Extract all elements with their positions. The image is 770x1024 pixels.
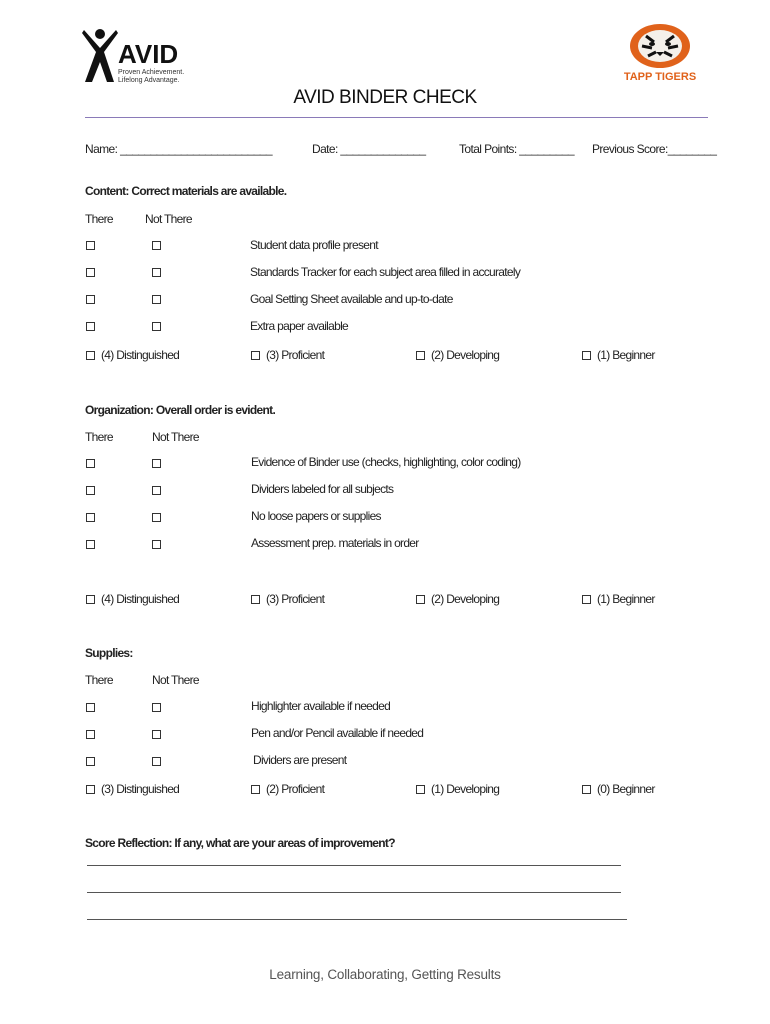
checklist-item: Student data profile present: [250, 238, 378, 252]
rating-checkbox[interactable]: [416, 351, 425, 360]
supplies-heading: Supplies:: [85, 646, 133, 660]
rating-checkbox[interactable]: [582, 595, 591, 604]
avid-logo: [80, 26, 190, 90]
col-there: There: [85, 673, 113, 687]
avid-wordmark: AVID: [118, 39, 179, 69]
checklist-item: Goal Setting Sheet available and up-to-date: [250, 292, 453, 306]
checklist-item: Assessment prep. materials in order: [251, 536, 419, 550]
not-there-checkbox[interactable]: [152, 268, 161, 277]
checklist-item: Evidence of Binder use (checks, highlighting, color coding): [251, 455, 521, 469]
not-there-checkbox[interactable]: [152, 703, 161, 712]
there-checkbox[interactable]: [86, 703, 95, 712]
rating-label: (2) Proficient: [266, 782, 325, 796]
not-there-checkbox[interactable]: [152, 322, 161, 331]
rating-label: (2) Developing: [431, 348, 500, 362]
total-points-field[interactable]: Total Points: _________: [459, 142, 574, 156]
there-checkbox[interactable]: [86, 268, 95, 277]
not-there-checkbox[interactable]: [152, 459, 161, 468]
col-not-there: Not There: [152, 430, 199, 444]
avid-tagline-2: Lifelong Advantage.: [118, 77, 180, 84]
rating-checkbox[interactable]: [582, 351, 591, 360]
reflection-answer-line[interactable]: [87, 919, 627, 920]
col-there: There: [85, 212, 113, 226]
page-title: AVID BINDER CHECK: [293, 87, 477, 108]
there-checkbox[interactable]: [86, 295, 95, 304]
rating-label: (4) Distinguished: [101, 348, 180, 362]
rating-checkbox[interactable]: [251, 595, 260, 604]
reflection-answer-line[interactable]: [87, 865, 621, 866]
col-not-there: Not There: [145, 212, 192, 226]
not-there-checkbox[interactable]: [152, 513, 161, 522]
there-checkbox[interactable]: [86, 486, 95, 495]
footer-slogan: Learning, Collaborating, Getting Results: [269, 967, 501, 982]
there-checkbox[interactable]: [86, 513, 95, 522]
rating-label: (1) Beginner: [597, 348, 655, 362]
reflection-answer-line[interactable]: [87, 892, 621, 893]
col-there: There: [85, 430, 113, 444]
avid-tagline-1: Proven Achievement.: [118, 69, 185, 76]
rating-label: (3) Distinguished: [101, 782, 180, 796]
not-there-checkbox[interactable]: [152, 730, 161, 739]
rating-checkbox[interactable]: [86, 351, 95, 360]
there-checkbox[interactable]: [86, 730, 95, 739]
checklist-item: No loose papers or supplies: [251, 509, 381, 523]
there-checkbox[interactable]: [86, 540, 95, 549]
reflection-prompt: Score Reflection: If any, what are your areas of improvement?: [85, 836, 395, 850]
not-there-checkbox[interactable]: [152, 241, 161, 250]
not-there-checkbox[interactable]: [152, 486, 161, 495]
there-checkbox[interactable]: [86, 459, 95, 468]
rating-checkbox[interactable]: [416, 595, 425, 604]
there-checkbox[interactable]: [86, 757, 95, 766]
rating-label: (3) Proficient: [266, 592, 325, 606]
there-checkbox[interactable]: [86, 322, 95, 331]
checklist-item: Extra paper available: [250, 319, 349, 333]
col-not-there: Not There: [152, 673, 199, 687]
there-checkbox[interactable]: [86, 241, 95, 250]
organization-heading: Organization: Overall order is evident.: [85, 403, 276, 417]
previous-score-field[interactable]: Previous Score:________: [592, 142, 717, 156]
rating-checkbox[interactable]: [416, 785, 425, 794]
rating-checkbox[interactable]: [251, 351, 260, 360]
date-field[interactable]: Date: ______________: [312, 142, 426, 156]
checklist-item: Highlighter available if needed: [251, 699, 391, 713]
rating-checkbox[interactable]: [582, 785, 591, 794]
rating-label: (0) Beginner: [597, 782, 655, 796]
rating-label: (3) Proficient: [266, 348, 325, 362]
rating-checkbox[interactable]: [86, 595, 95, 604]
checklist-item: Pen and/or Pencil available if needed: [251, 726, 424, 740]
not-there-checkbox[interactable]: [152, 757, 161, 766]
content-heading: Content: Correct materials are available.: [85, 184, 287, 198]
rating-label: (4) Distinguished: [101, 592, 180, 606]
school-name: TAPP TIGERS: [623, 71, 697, 83]
not-there-checkbox[interactable]: [152, 295, 161, 304]
rating-label: (2) Developing: [431, 592, 500, 606]
checklist-item: Dividers are present: [253, 753, 347, 767]
title-rule: [85, 117, 708, 118]
checklist-item: Standards Tracker for each subject area filled in accurately: [250, 265, 521, 279]
not-there-checkbox[interactable]: [152, 540, 161, 549]
rating-checkbox[interactable]: [86, 785, 95, 794]
rating-label: (1) Beginner: [597, 592, 655, 606]
checklist-item: Dividers labeled for all subjects: [251, 482, 394, 496]
rating-checkbox[interactable]: [251, 785, 260, 794]
tapp-tigers-logo: [612, 22, 708, 86]
name-field[interactable]: Name: _________________________: [85, 142, 272, 156]
rating-label: (1) Developing: [431, 782, 500, 796]
